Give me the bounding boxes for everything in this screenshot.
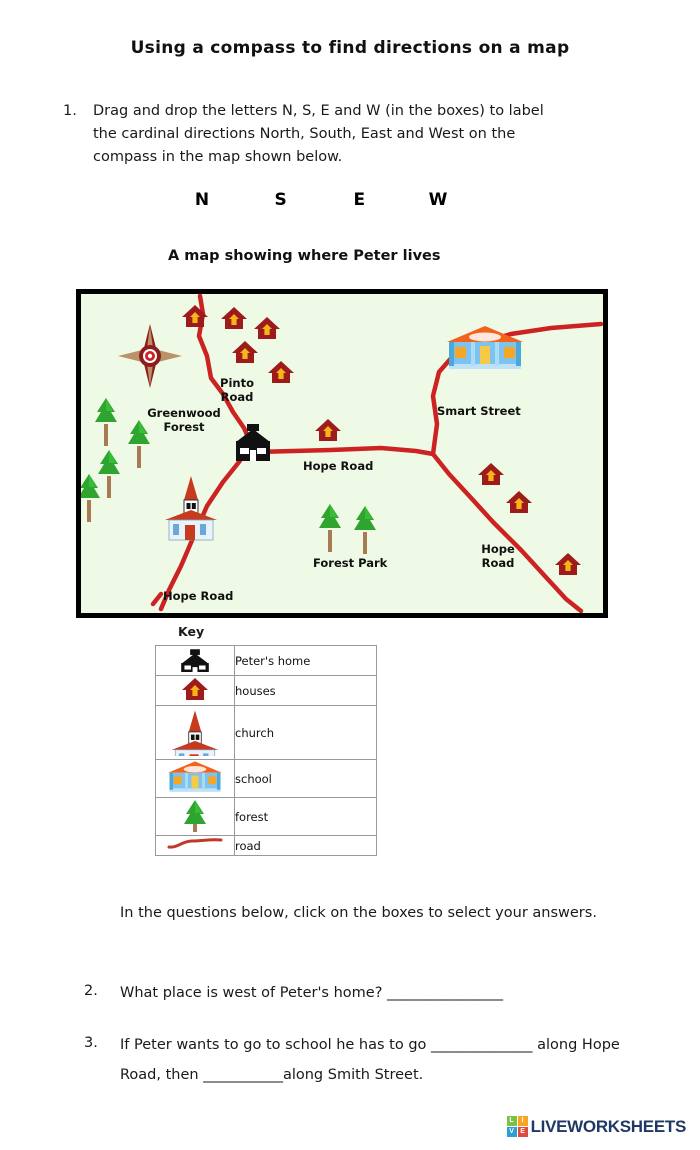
key-icon-forest — [156, 798, 235, 836]
key-row-church — [156, 706, 377, 760]
map-figure — [76, 289, 608, 618]
church-icon — [169, 706, 221, 756]
question-2 — [84, 978, 644, 1008]
map-label-greenwood-forest — [141, 406, 227, 434]
key-row-road — [156, 836, 377, 856]
question-3-part3: along Smith Street. — [282, 1067, 424, 1083]
map-label-forest-park: Forest Park — [313, 556, 388, 570]
logo-tile-v: V — [507, 1127, 517, 1137]
key-label-school: school — [235, 760, 377, 798]
key-row-forest — [156, 798, 377, 836]
question-1-text: Drag and drop the letters N, S, E and W (in the boxes) to label the cardinal directions North, South, East and West on the compass in the map shown below. — [93, 103, 544, 165]
road-icon — [166, 836, 224, 852]
drag-letter-w[interactable]: W — [428, 190, 448, 210]
drag-letter-s[interactable]: S — [274, 190, 287, 210]
drag-letter-e[interactable]: E — [353, 190, 366, 210]
question-3-answer-blank-1[interactable]: ______________ — [431, 1037, 533, 1053]
liveworksheets-logo[interactable] — [507, 1116, 686, 1137]
question-1-number: 1. — [63, 103, 77, 119]
question-3-number: 3. — [84, 1035, 98, 1051]
question-2-prompt: What place is west of Peter's home? — [120, 985, 383, 1001]
key-row-school — [156, 760, 377, 798]
key-row-peters-home — [156, 646, 377, 676]
logo-tile-i: I — [518, 1116, 528, 1126]
church-icon — [165, 476, 217, 540]
question-3-text — [120, 1030, 640, 1090]
drag-letter-n[interactable]: N — [194, 190, 210, 210]
liveworksheets-logo-icon — [507, 1116, 528, 1137]
school-icon — [160, 760, 230, 794]
map-canvas — [81, 294, 603, 613]
map-label-pinto-line2: Road — [220, 390, 254, 404]
key-table — [155, 645, 377, 856]
key-label-houses: houses — [235, 676, 377, 706]
key-icon-peters-home — [156, 646, 235, 676]
map-caption: A map showing where Peter lives — [168, 248, 441, 264]
map-label-hope-road-east — [478, 542, 518, 570]
drag-letters-row — [185, 190, 455, 210]
question-1 — [63, 100, 643, 169]
map-label-pinto-line1: Pinto — [220, 376, 254, 390]
key-label-church: church — [235, 706, 377, 760]
liveworksheets-logo-text: LIVEWORKSHEETS — [530, 1116, 686, 1136]
key-row-houses — [156, 676, 377, 706]
map-label-hope-road-southwest: Hope Road — [163, 589, 234, 603]
key-icon-houses — [156, 676, 235, 706]
question-3-answer-blank-2[interactable]: ___________ — [203, 1067, 283, 1083]
compass-rose-icon — [118, 324, 182, 388]
forest-park-trees — [319, 504, 376, 554]
map-label-greenwood-line2: Forest — [163, 420, 205, 434]
page-title: Using a compass to find directions on a map — [130, 38, 570, 58]
question-3-part1: If Peter wants to go to school he has to go — [120, 1037, 427, 1053]
map-label-greenwood-line1: Greenwood — [147, 406, 221, 420]
question-2-text — [120, 978, 503, 1008]
peters-home-icon — [178, 646, 212, 672]
question-3-part2: along Hope Road, then — [120, 1037, 620, 1083]
key-icon-school — [156, 760, 235, 798]
logo-tile-l: L — [507, 1116, 517, 1126]
key-label-peters-home: Peter's home — [235, 646, 377, 676]
question-2-answer-blank[interactable]: ________________ — [387, 985, 504, 1001]
key-title: Key — [178, 624, 205, 639]
question-2-number: 2. — [84, 983, 98, 999]
question-3 — [84, 1030, 644, 1090]
key-label-forest: forest — [235, 798, 377, 836]
key-icon-road — [156, 836, 235, 856]
map-label-hope-east-line1: Hope — [481, 542, 515, 556]
logo-tile-e: E — [518, 1127, 528, 1137]
bottom-instructions: In the questions below, click on the boxes to select your answers. — [120, 905, 597, 921]
map-label-hope-east-line2: Road — [481, 556, 515, 570]
key-icon-church — [156, 706, 235, 760]
peters-home-icon — [236, 424, 270, 461]
map-label-hope-road-middle: Hope Road — [303, 459, 374, 473]
greenwood-forest-trees — [81, 398, 150, 522]
house-icon — [180, 676, 210, 702]
tree-icon — [180, 798, 210, 832]
key-label-road: road — [235, 836, 377, 856]
map-label-pinto-road — [209, 376, 265, 404]
map-label-smart-street: Smart Street — [437, 404, 521, 418]
